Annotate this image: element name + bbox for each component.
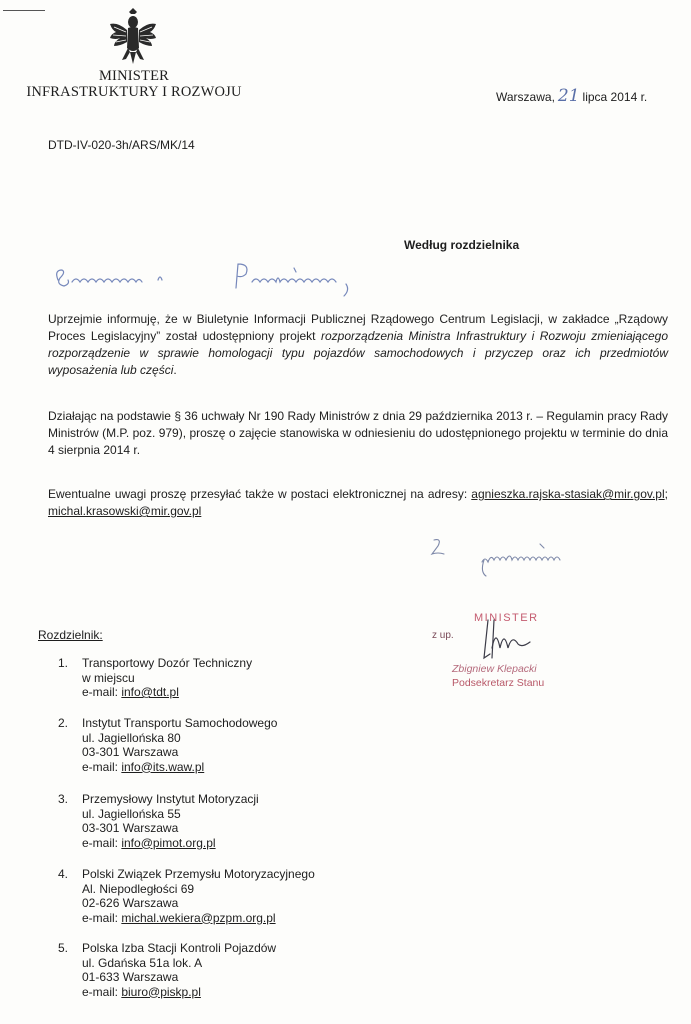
item-line: Przemysłowy Instytut Motoryzacji: [82, 792, 259, 806]
item-line: ul. Jagiellońska 55: [82, 806, 181, 821]
item-number: 3.: [58, 792, 69, 806]
paragraph-contact: [48, 486, 668, 520]
signature-on-behalf: z up.: [432, 630, 454, 641]
item-line: w miejscu: [82, 670, 135, 685]
email-link[interactable]: info@pimot.org.pl: [121, 835, 216, 850]
paragraph1-end: .: [173, 363, 177, 377]
item-number: 4.: [58, 867, 69, 881]
ministry-title-line2: INFRASTRUKTURY I ROZWOJU: [26, 84, 242, 100]
item-line: Instytut Transportu Samochodowego: [82, 716, 278, 730]
item-line: 03-301 Warszawa: [82, 745, 179, 759]
ministry-header: [0, 68, 268, 100]
handwritten-salutation: [54, 258, 384, 308]
item-line: ul. Gdańska 51a lok. A: [82, 955, 203, 970]
paragraph1-text: Uprzejmie informuję, że w Biuletynie Informacji Publicznej Rządowego Centrum Legislacji, w zakładce „Rządowy Proces Legislacyjny” został udostępniony projekt: [48, 312, 668, 343]
paragraph-request: Działając na podstawie § 36 uchwały Nr 190 Rady Ministrów z dnia 29 października 2013 r. – Regulamin pracy Rady Ministrów (M.P. poz. 979), proszę o zajęcie stanowiska w odniesieniu do udostępnionego projektu w terminie do dnia 4 sierpnia 2014 r.: [48, 409, 668, 457]
ministry-title-line1: MINISTER: [98, 68, 170, 84]
item-number: 2.: [58, 716, 69, 730]
email-link[interactable]: info@its.waw.pl: [121, 759, 205, 774]
email-link[interactable]: biuro@piskp.pl: [121, 984, 201, 999]
document-reference-number: DTD-IV-020-3h/ARS/MK/14: [48, 138, 195, 152]
place-and-date: [496, 86, 647, 106]
email-label: e-mail:: [82, 835, 122, 850]
item-number: 1.: [58, 656, 69, 670]
email-link[interactable]: michal.wekiera@pzpm.org.pl: [121, 910, 276, 925]
handwritten-day: 21: [557, 86, 580, 106]
top-edge-line: [3, 10, 45, 11]
signature-stamp-title: MINISTER: [474, 612, 539, 624]
email-link-krasowski[interactable]: michal.krasowski@mir.gov.pl: [48, 504, 202, 518]
email-label: e-mail:: [82, 685, 122, 699]
item-line: Al. Niepodległości 69: [82, 881, 195, 896]
place: Warszawa,: [496, 90, 555, 104]
addressee: Według rozdzielnika: [404, 238, 520, 252]
signature-scribble-icon: [478, 618, 558, 662]
month-year: lipca 2014 r.: [582, 90, 648, 104]
item-line: ul. Jagiellońska 80: [82, 730, 181, 745]
email-label: e-mail:: [82, 910, 122, 925]
contact-text: Ewentualne uwagi proszę przesyłać także w postaci elektronicznej na adresy:: [48, 487, 472, 501]
email-link[interactable]: info@tdt.pl: [121, 685, 179, 699]
paragraph-information: [48, 311, 668, 379]
item-number: 5.: [58, 941, 69, 955]
email-label: e-mail:: [82, 984, 122, 999]
handwritten-closing: [420, 532, 640, 592]
item-line: Polska Izba Stacji Kontroli Pojazdów: [82, 941, 277, 955]
item-line: 01-633 Warszawa: [82, 970, 179, 984]
regulation-title-italic: rozporządzenia Ministra Infrastruktury i Rozwoju zmieniającego rozporządzenie w sprawie homologacji typu pojazdów samochodowych i przyczep oraz ich przedmiotów wyposażenia lub części: [48, 329, 668, 377]
item-line: 03-301 Warszawa: [82, 821, 179, 835]
signatory-name: Zbigniew Klepacki: [452, 663, 537, 675]
item-line: Transportowy Dozór Techniczny: [82, 656, 253, 670]
email-link-rajska[interactable]: agnieszka.rajska-stasiak@mir.gov.pl: [471, 487, 665, 501]
item-line: Polski Związek Przemysłu Motoryzacyjnego: [82, 867, 315, 881]
polish-eagle-emblem-icon: [108, 8, 158, 66]
email-label: e-mail:: [82, 759, 122, 774]
distribution-list-title: Rozdzielnik:: [38, 628, 103, 642]
email-separator: ;: [664, 487, 668, 501]
item-line: 02-626 Warszawa: [82, 896, 179, 910]
signatory-role: Podsekretarz Stanu: [452, 677, 545, 689]
